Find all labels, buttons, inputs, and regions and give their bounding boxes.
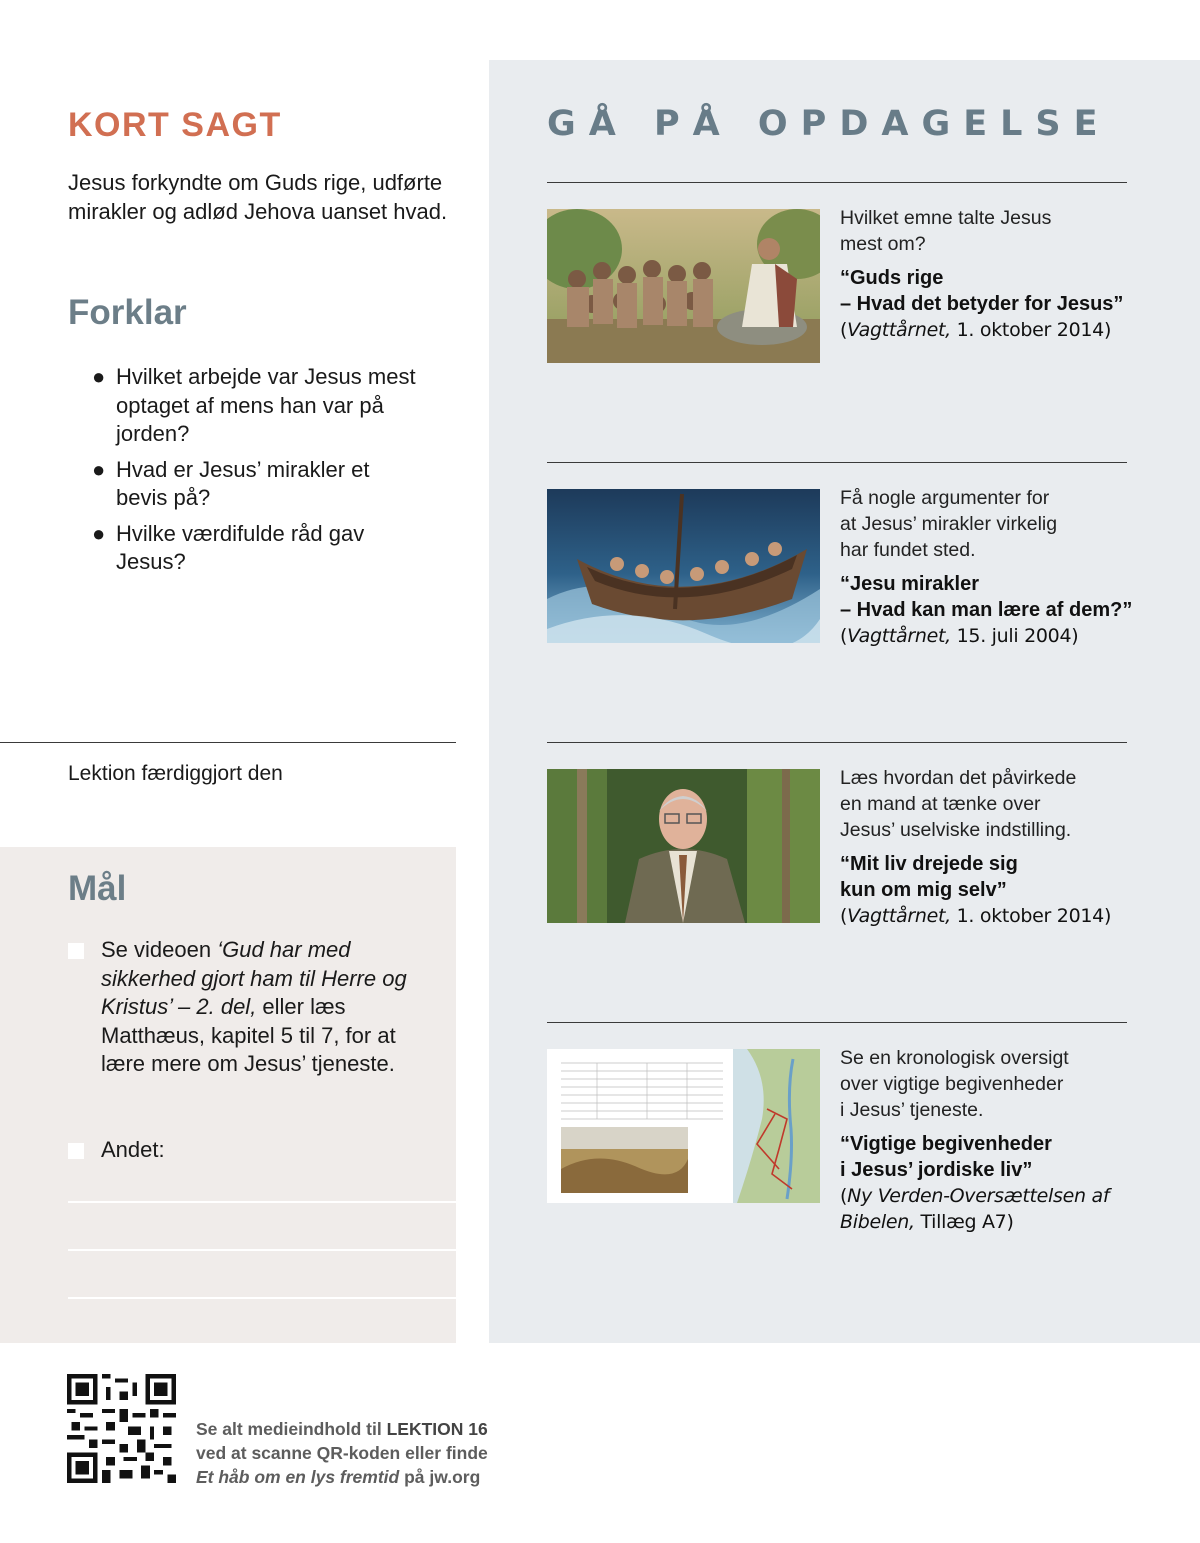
goal-heading: Mål — [68, 869, 127, 908]
footer-note — [196, 1417, 488, 1489]
card-description: Se en kronologisk oversigt over vigtige begivenheder i Jesus’ tjeneste. — [840, 1047, 1069, 1121]
article-title[interactable]: “Guds rige – Hvad det betyder for Jesus” — [840, 267, 1124, 315]
summary-text: Jesus forkyndte om Guds rige, udførte mirakler og adlød Jehova uanset hvad. — [68, 170, 448, 224]
checkbox[interactable] — [68, 1143, 84, 1159]
question-item — [92, 456, 422, 513]
paren: ( — [840, 319, 848, 341]
summary-heading: KORT SAGT — [68, 106, 282, 144]
qr-code-icon[interactable] — [67, 1374, 176, 1483]
question-list — [92, 363, 422, 584]
explain-heading: Forklar — [68, 293, 187, 332]
question-text: Hvad er Jesus’ mirakler et bevis på? — [116, 456, 370, 510]
paren: ( — [840, 905, 848, 927]
article-title[interactable]: “Mit liv drejede sig kun om mig selv” — [840, 853, 1018, 901]
write-line[interactable] — [68, 1249, 456, 1251]
completed-label: Lektion færdiggjort den — [68, 762, 283, 785]
card-description: Læs hvordan det påvirkede en mand at tænke over Jesus’ uselviske indstilling. — [840, 767, 1077, 841]
write-line[interactable] — [68, 1297, 456, 1299]
card-description: Hvilket emne talte Jesus mest om? — [840, 207, 1052, 255]
publication-name: Vagttårnet, — [847, 625, 951, 647]
explore-card[interactable] — [547, 462, 1133, 743]
lesson-number: LEKTION 16 — [386, 1419, 488, 1439]
card-text — [840, 765, 1140, 929]
publication-name: Ny Verden-Oversættelsen af Bibelen, — [840, 1185, 1110, 1233]
goal-text-pre: Se videoen — [101, 937, 218, 962]
publication-name: Vagttårnet, — [847, 319, 951, 341]
question-item — [92, 363, 422, 449]
publication-name: Vagttårnet, — [847, 905, 951, 927]
paren: ( — [840, 625, 848, 647]
publication-date: 15. juli 2004) — [950, 625, 1079, 647]
checkbox[interactable] — [68, 943, 84, 959]
goal-text: Andet: — [101, 1137, 165, 1162]
card-description: Få nogle argumenter for at Jesus’ mirakler virkelig har fundet sted. — [840, 487, 1058, 561]
footer-line-3: på jw.org — [399, 1467, 481, 1487]
goal-item-other — [68, 1136, 428, 1165]
explore-heading: GÅ PÅ OPDAGELSE — [547, 104, 1111, 144]
bullet-icon: ● — [92, 456, 106, 482]
goal-item-video — [68, 936, 428, 1079]
publication-date: Tillæg A7) — [914, 1211, 1014, 1233]
footer-line-1: Se alt medieindhold til — [196, 1419, 387, 1439]
timeline-map-image[interactable] — [547, 1049, 820, 1203]
goal-text — [101, 936, 428, 1079]
publication-date: 1. oktober 2014) — [950, 319, 1112, 341]
card-text — [840, 1045, 1140, 1235]
question-item — [92, 520, 422, 577]
card-text — [840, 485, 1140, 649]
question-text: Hvilke værdifulde råd gav Jesus? — [116, 520, 365, 574]
goal-text-post: eller læs Matthæus, kapitel 5 til 7, for at lære mere om Jesus’ tjeneste. — [101, 994, 396, 1076]
explore-card[interactable] — [547, 182, 1127, 463]
explore-card[interactable] — [547, 742, 1127, 1023]
paren: ( — [840, 1185, 848, 1207]
storm-boat-image[interactable] — [547, 489, 820, 643]
publication-date: 1. oktober 2014) — [950, 905, 1112, 927]
bullet-icon: ● — [92, 364, 106, 389]
explore-card[interactable] — [547, 1022, 1127, 1303]
sermon-image[interactable] — [547, 209, 820, 363]
video-title: ‘Gud har med sikkerhed gjort ham til Herre og Kristus’ – 2. del, — [101, 937, 407, 1019]
article-source — [840, 623, 1140, 649]
footer-line-2: ved at scanne QR-koden eller finde — [196, 1443, 488, 1463]
man-portrait-image[interactable] — [547, 769, 820, 923]
card-text — [840, 205, 1140, 343]
article-source — [840, 1183, 1140, 1235]
article-source — [840, 903, 1140, 929]
write-line[interactable] — [68, 1201, 456, 1203]
question-text: Hvilket arbejde var Jesus mest optaget af mens han var på jorden? — [116, 364, 416, 446]
bullet-icon: ● — [92, 520, 106, 546]
article-title[interactable]: “Jesu mirakler – Hvad kan man lære af dem?” — [840, 573, 1133, 621]
goal-panel — [0, 847, 456, 1343]
article-title[interactable]: “Vigtige begivenheder i Jesus’ jordiske liv” — [840, 1133, 1052, 1181]
book-title: Et håb om en lys fremtid — [196, 1467, 400, 1487]
divider — [0, 742, 456, 743]
article-source — [840, 317, 1140, 343]
